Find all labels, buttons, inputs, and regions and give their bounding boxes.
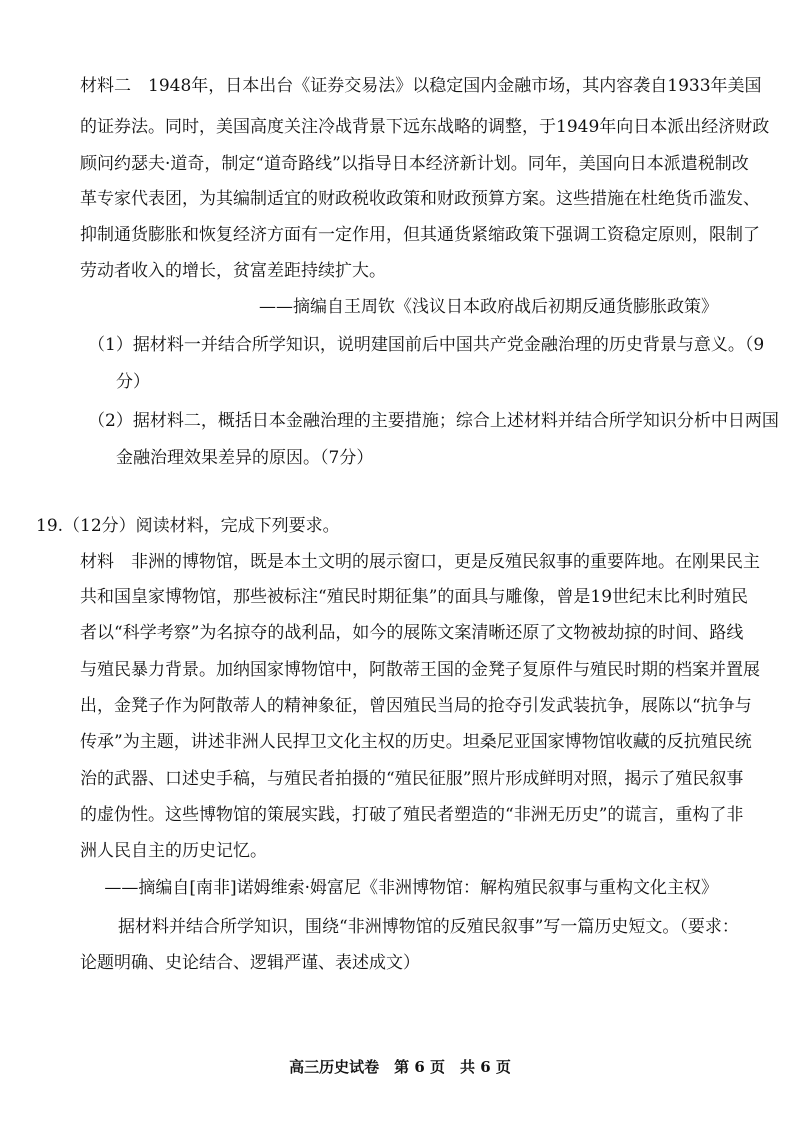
q19-material-line-6: 传承”为主题，讲述非洲人民捍卫文化主权的历史。坦桑尼亚国家博物馆收藏的反抗殖民统 bbox=[80, 732, 752, 752]
material2-source: ——摘编自王周钦《浅议日本政府战后初期反通货膨胀政策》 bbox=[259, 297, 718, 317]
q19-material-line-3: 者以“科学考察”为名掠夺的战利品，如今的展陈文案清晰还原了文物被劫掠的时间、路线 bbox=[80, 623, 744, 643]
material2-line-3: 顾问约瑟夫·道奇，制定“道奇路线”以指导日本经济新计划。同年，美国向日本派遣税制改 bbox=[80, 154, 749, 174]
material2-line-4: 革专家代表团，为其编制适宜的财政税收政策和财政预算方案。这些措施在杜绝货币滥发、 bbox=[80, 189, 760, 209]
q19-material-line-8: 的虚伪性。这些博物馆的策展实践，打破了殖民者塑造的“非洲无历史”的谎言，重构了非 bbox=[80, 805, 744, 825]
q18-1-line-1: （1）据材料一并结合所学知识，说明建国前后中国共产党金融治理的历史背景与意义。（9 bbox=[88, 335, 765, 355]
material2-line-6: 劳动者收入的增长，贫富差距持续扩大。 bbox=[80, 261, 386, 281]
q19-material-line-1: 材料 非洲的博物馆，既是本土文明的展示窗口，更是反殖民叙事的重要阵地。在刚果民主 bbox=[80, 552, 760, 572]
q19-material-line-4: 与殖民暴力背景。加纳国家博物馆中，阿散蒂王国的金凳子复原件与殖民时期的档案并置展 bbox=[80, 660, 760, 680]
q19-material-line-2: 共和国皇家博物馆，那些被标注“殖民时期征集”的面具与雕像，曾是19世纪末比利时殖民 bbox=[80, 587, 749, 607]
q19-task-line-1: 据材料并结合所学知识，围绕“非洲博物馆的反殖民叙事”写一篇历史短文。（要求： bbox=[118, 917, 739, 937]
q19-source: ——摘编自[南非]诺姆维索·姆富尼《非洲博物馆：解构殖民叙事与重构文化主权》 bbox=[104, 878, 718, 898]
q19-header: 19.（12分）阅读材料，完成下列要求。 bbox=[36, 516, 340, 536]
q19-material-line-9: 洲人民自主的历史记忆。 bbox=[80, 841, 267, 861]
q19-material-line-7: 治的武器、口述史手稿，与殖民者拍摄的“殖民征服”照片形成鲜明对照，揭示了殖民叙事 bbox=[80, 769, 744, 789]
material2-line-5: 抑制通货膨胀和恢复经济方面有一定作用，但其通货紧缩政策下强调工资稳定原则，限制了 bbox=[80, 225, 760, 245]
material2-line-1: 材料二 1948年，日本出台《证券交易法》以稳定国内金融市场，其内容袭自1933年美国 bbox=[80, 76, 762, 96]
q19-material-line-5: 出，金凳子作为阿散蒂人的精神象征，曾因殖民当局的抢夺引发武装抗争，展陈以“抗争与 bbox=[80, 696, 752, 716]
q18-2-line-1: （2）据材料二，概括日本金融治理的主要措施；综合上述材料并结合所学知识分析中日两国 bbox=[88, 411, 779, 431]
q19-task-line-2: 论题明确、史论结合、逻辑严谨、表述成文） bbox=[80, 953, 420, 973]
q18-1-line-2: 分） bbox=[116, 372, 150, 392]
material2-line-2: 的证券法。同时，美国高度关注冷战背景下远东战略的调整，于1949年向日本派出经济财政 bbox=[80, 117, 770, 137]
page-footer: 高三历史试卷 第 6 页 共 6 页 bbox=[289, 1058, 511, 1076]
q18-2-line-2: 金融治理效果差异的原因。（7分） bbox=[116, 448, 374, 468]
